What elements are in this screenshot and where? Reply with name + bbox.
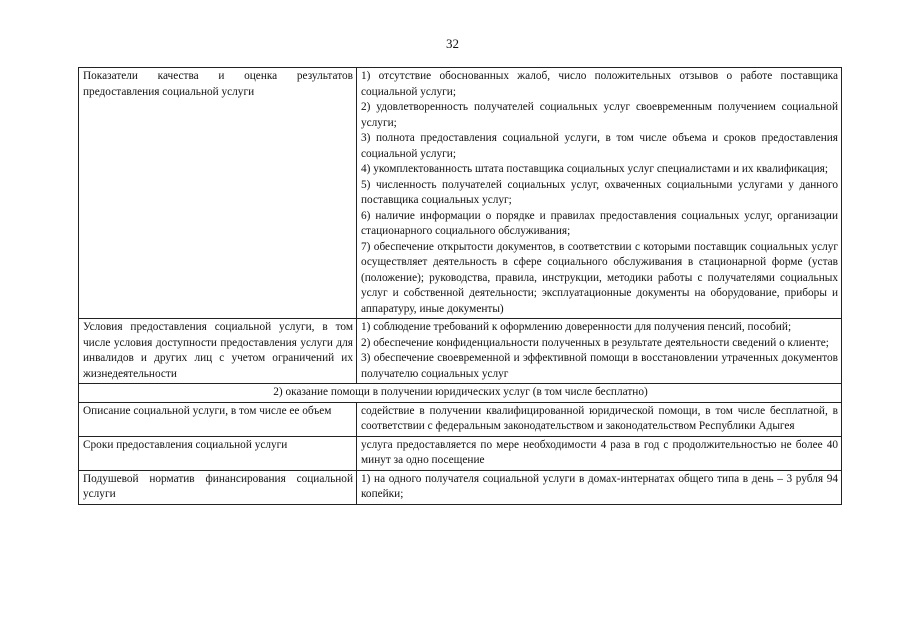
table-row: [79, 319, 842, 384]
list-item: 1) соблюдение требований к оформлению доверенности для получения пенсий, пособий;: [361, 321, 792, 333]
table-row: [79, 402, 842, 436]
list-item: 7) обеспечение открытости документов, в соответствии с которыми поставщик социальных услуг осуществляет деятельность в сфере социального обслуживания в стационарной форме (устав (положение); руководства, правила, инструкции, методики работы с получателями социальных услуг и собственной деятельности; эксплуатационные документы на оборудование, приборы и аппаратуру, иные документы): [361, 240, 838, 315]
list-item: 1) отсутствие обоснованных жалоб, число положительных отзывов о работе поставщика социальной услуги;: [361, 70, 838, 98]
row-label: Показатели качества и оценка результатов предоставления социальной услуги: [79, 68, 357, 319]
section-heading: 2) оказание помощи в получении юридических услуг (в том числе бесплатно): [79, 384, 842, 403]
services-table: [78, 67, 842, 505]
list-item: 4) укомплектованность штата поставщика социальных услуг специалистами и их квалификация;: [361, 163, 828, 175]
list-item: 2) удовлетворенность получателей социальных услуг своевременным получением социальной услуги;: [361, 101, 838, 129]
table-row: [79, 68, 842, 319]
section-heading-row: [79, 384, 842, 403]
row-value: услуга предоставляется по мере необходимости 4 раза в год с продолжительностью не более 40 минут за одно посещение: [357, 436, 842, 470]
row-value: 1) на одного получателя социальной услуги в домах-интернатах общего типа в день – 3 рубля 94 копейки;: [357, 470, 842, 504]
row-label: Подушевой норматив финансирования социальной услуги: [79, 470, 357, 504]
table-row: [79, 436, 842, 470]
list-item: 2) обеспечение конфиденциальности полученных в результате деятельности сведений о клиенте;: [361, 336, 829, 349]
row-value-list: [357, 68, 842, 319]
list-item: 3) обеспечение своевременной и эффективной помощи в восстановлении утраченных документов получателю социальных услуг: [361, 352, 838, 380]
row-value: содействие в получении квалифицированной юридической помощи, в том числе бесплатной, в соответствии с федеральным законодательством и законодательством Республики Адыгея: [357, 402, 842, 436]
row-value-list: [357, 319, 842, 384]
row-label: Описание социальной услуги, в том числе ее объем: [79, 402, 357, 436]
page-number: 32: [446, 36, 459, 51]
row-label: Сроки предоставления социальной услуги: [79, 436, 357, 470]
list-item: 6) наличие информации о порядке и правилах предоставления социальных услуг, организации стационарного социального обслуживания;: [361, 209, 838, 237]
table-row: [79, 470, 842, 504]
list-item: 3) полнота предоставления социальной услуги, в том числе объема и сроков предоставления социальной услуги;: [361, 132, 838, 160]
row-label: Условия предоставления социальной услуги, в том числе условия доступности предоставления услуги для инвалидов и других лиц с учетом ограничений их жизнедеятельности: [79, 319, 357, 384]
list-item: 5) численность получателей социальных услуг, охваченных социальными услугами у данного поставщика социальных услуг;: [361, 178, 838, 206]
